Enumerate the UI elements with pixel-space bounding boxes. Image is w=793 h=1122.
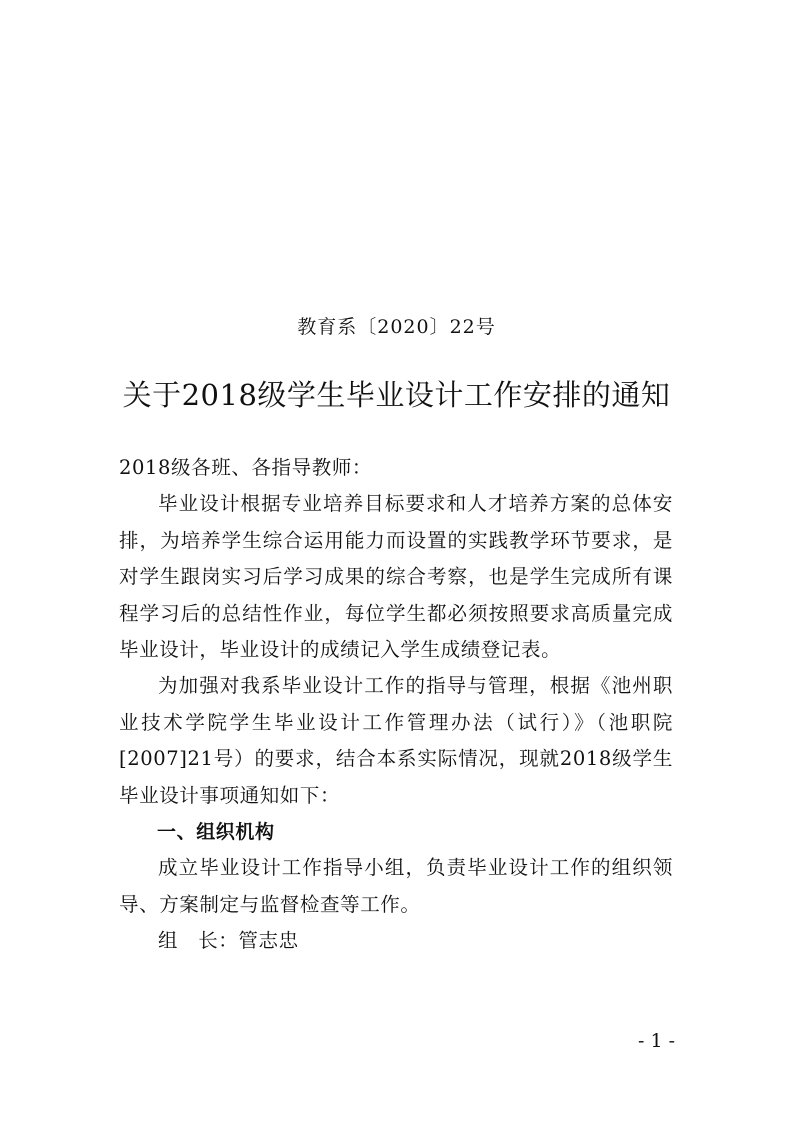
leader-line: 组 长：管志忠 xyxy=(158,929,299,953)
salutation: 2018级各班、各指导教师： xyxy=(119,456,373,479)
page-number: - 1 - xyxy=(637,1030,675,1052)
document-body xyxy=(119,450,673,960)
paragraph: 毕业设计根据专业培养目标要求和人才培养方案的总体安排，为培养学生综合运用能力而设置的实践教学环节要求，是对学生跟岗实习后学习成果的综合考察，也是学生完成所有课程学习后的总结性作业，每位学生都必须按照要求高质量完成毕业设计，毕业设计的成绩记入学生成绩登记表。 xyxy=(119,492,673,662)
document-title: 关于2018级学生毕业设计工作安排的通知 xyxy=(122,378,671,412)
section-paragraph: 成立毕业设计工作指导小组，负责毕业设计工作的组织领导、方案制定与监督检查等工作。 xyxy=(119,856,673,916)
paragraph: 为加强对我系毕业设计工作的指导与管理，根据《池州职业技术学院学生毕业设计工作管理办法（试行）》（池职院[2007]21号）的要求，结合本系实际情况，现就2018级学生毕业设计事项通知如下： xyxy=(119,674,673,807)
section-heading: 一、组织机构 xyxy=(157,821,275,844)
document-number: 教育系〔2020〕22号 xyxy=(297,316,496,338)
